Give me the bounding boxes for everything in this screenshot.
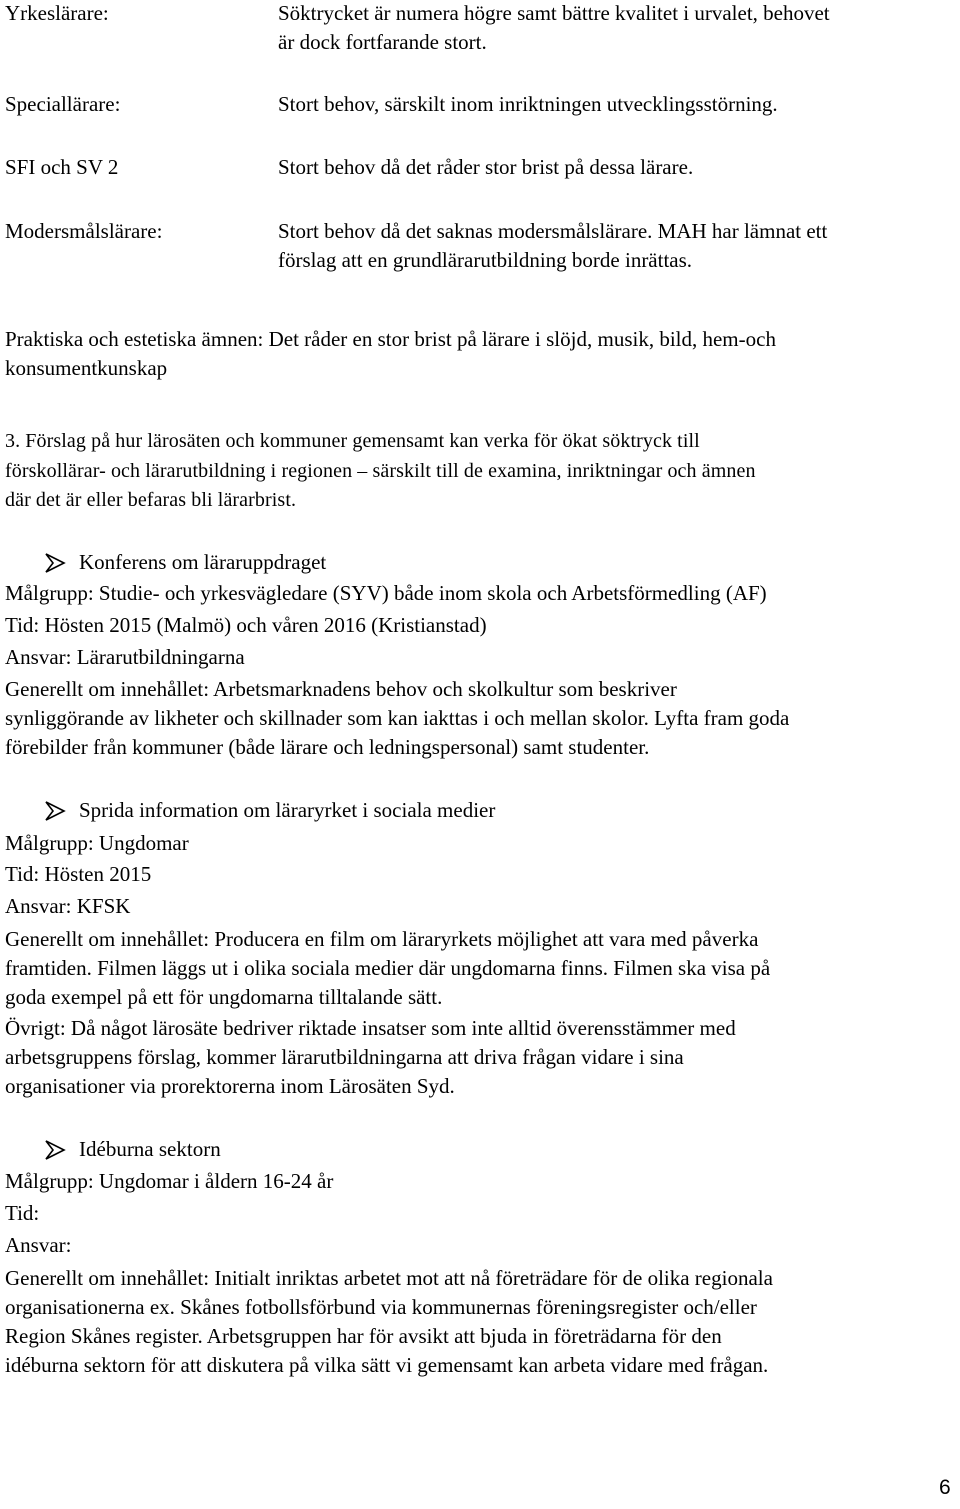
item-1-line-5: synliggörande av likheter och skillnader som kan iakttas i och mellan skolor. Lyfta fram goda — [5, 706, 790, 730]
row-text-yrkeslarare-1: Söktrycket är numera högre samt bättre kvalitet i urvalet, behovet — [278, 1, 830, 25]
item-1-line-1: Målgrupp: Studie- och yrkesvägledare (SYV) både inom skola och Arbetsförmedling (AF) — [5, 581, 767, 605]
item-2-line-9: organisationer via prorektorerna inom Lärosäten Syd. — [5, 1074, 455, 1098]
item-1-line-4: Generellt om innehållet: Arbetsmarknadens behov och skolkultur som beskriver — [5, 677, 677, 701]
item-1-line-3: Ansvar: Lärarutbildningarna — [5, 645, 245, 669]
item-2-line-7: Övrigt: Då något lärosäte bedriver riktade insatser som inte alltid överensstämmer med — [5, 1016, 736, 1040]
section3-line-2: förskollärar- och lärarutbildning i regionen – särskilt till de examina, inriktningar och ämnen — [5, 460, 756, 482]
row-text-yrkeslarare-2: är dock fortfarande stort. — [278, 30, 487, 54]
item-3-line-5: organisationerna ex. Skånes fotbollsförbund via kommunernas föreningsregister och/eller — [5, 1295, 757, 1319]
item-2-line-1: Målgrupp: Ungdomar — [5, 831, 189, 855]
row-label-sfi: SFI och SV 2 — [5, 155, 119, 179]
item-3-line-7: idéburna sektorn för att diskutera på vilka sätt vi gemensamt kan arbeta vidare med frågan. — [5, 1353, 769, 1377]
item-3-line-2: Tid: — [5, 1201, 40, 1225]
item-3-line-3: Ansvar: — [5, 1233, 72, 1257]
section3-line-1: 3. Förslag på hur lärosäten och kommuner gemensamt kan verka för ökat söktryck till — [5, 430, 700, 452]
item-3-line-4: Generellt om innehållet: Initialt inriktas arbetet mot att nå företrädare för de olika regionala — [5, 1266, 773, 1290]
row-label-modersmalslarare: Modersmålslärare: — [5, 219, 163, 243]
row-text-speciallarare: Stort behov, särskilt inom inriktningen utvecklingsstörning. — [278, 92, 778, 116]
item-3-line-1: Målgrupp: Ungdomar i åldern 16-24 år — [5, 1169, 334, 1193]
arrow-bullet-icon — [44, 552, 66, 574]
arrow-bullet-icon — [44, 800, 66, 822]
item-1-line-6: förebilder från kommuner (både lärare och ledningspersonal) samt studenter. — [5, 735, 650, 759]
item-2-line-8: arbetsgruppens förslag, kommer lärarutbildningarna att driva frågan vidare i sina — [5, 1045, 684, 1069]
item-2-line-2: Tid: Hösten 2015 — [5, 862, 152, 886]
row-label-yrkeslarare: Yrkeslärare: — [5, 1, 109, 25]
item-2-line-6: goda exempel på ett för ungdomarna tilltalande sätt. — [5, 985, 443, 1009]
item-3-heading: Idéburna sektorn — [79, 1137, 221, 1161]
item-2-line-3: Ansvar: KFSK — [5, 894, 131, 918]
page-number: 6 — [939, 1476, 951, 1499]
row-label-speciallarare: Speciallärare: — [5, 92, 121, 116]
row-text-modersmalslarare-2: förslag att en grundlärarutbildning borde inrättas. — [278, 248, 693, 272]
praktiska-line-1: Praktiska och estetiska ämnen: Det råder en stor brist på lärare i slöjd, musik, bild, hem-och — [5, 327, 776, 351]
row-text-sfi: Stort behov då det råder stor brist på dessa lärare. — [278, 155, 694, 179]
item-3-line-6: Region Skånes register. Arbetsgruppen har för avsikt att bjuda in företrädarna för den — [5, 1324, 722, 1348]
arrow-bullet-icon — [44, 1139, 66, 1161]
item-2-line-5: framtiden. Filmen läggs ut i olika sociala medier där ungdomarna finns. Filmen ska visa på — [5, 956, 771, 980]
item-1-heading: Konferens om läraruppdraget — [79, 550, 327, 574]
item-2-line-4: Generellt om innehållet: Producera en film om läraryrkets möjlighet att vara med påverka — [5, 927, 759, 951]
item-2-heading: Sprida information om läraryrket i sociala medier — [79, 798, 496, 822]
item-1-line-2: Tid: Hösten 2015 (Malmö) och våren 2016 (Kristianstad) — [5, 613, 487, 637]
section3-line-3: där det är eller befaras bli lärarbrist. — [5, 489, 297, 511]
row-text-modersmalslarare-1: Stort behov då det saknas modersmålslärare. MAH har lämnat ett — [278, 219, 828, 243]
praktiska-line-2: konsumentkunskap — [5, 356, 168, 380]
